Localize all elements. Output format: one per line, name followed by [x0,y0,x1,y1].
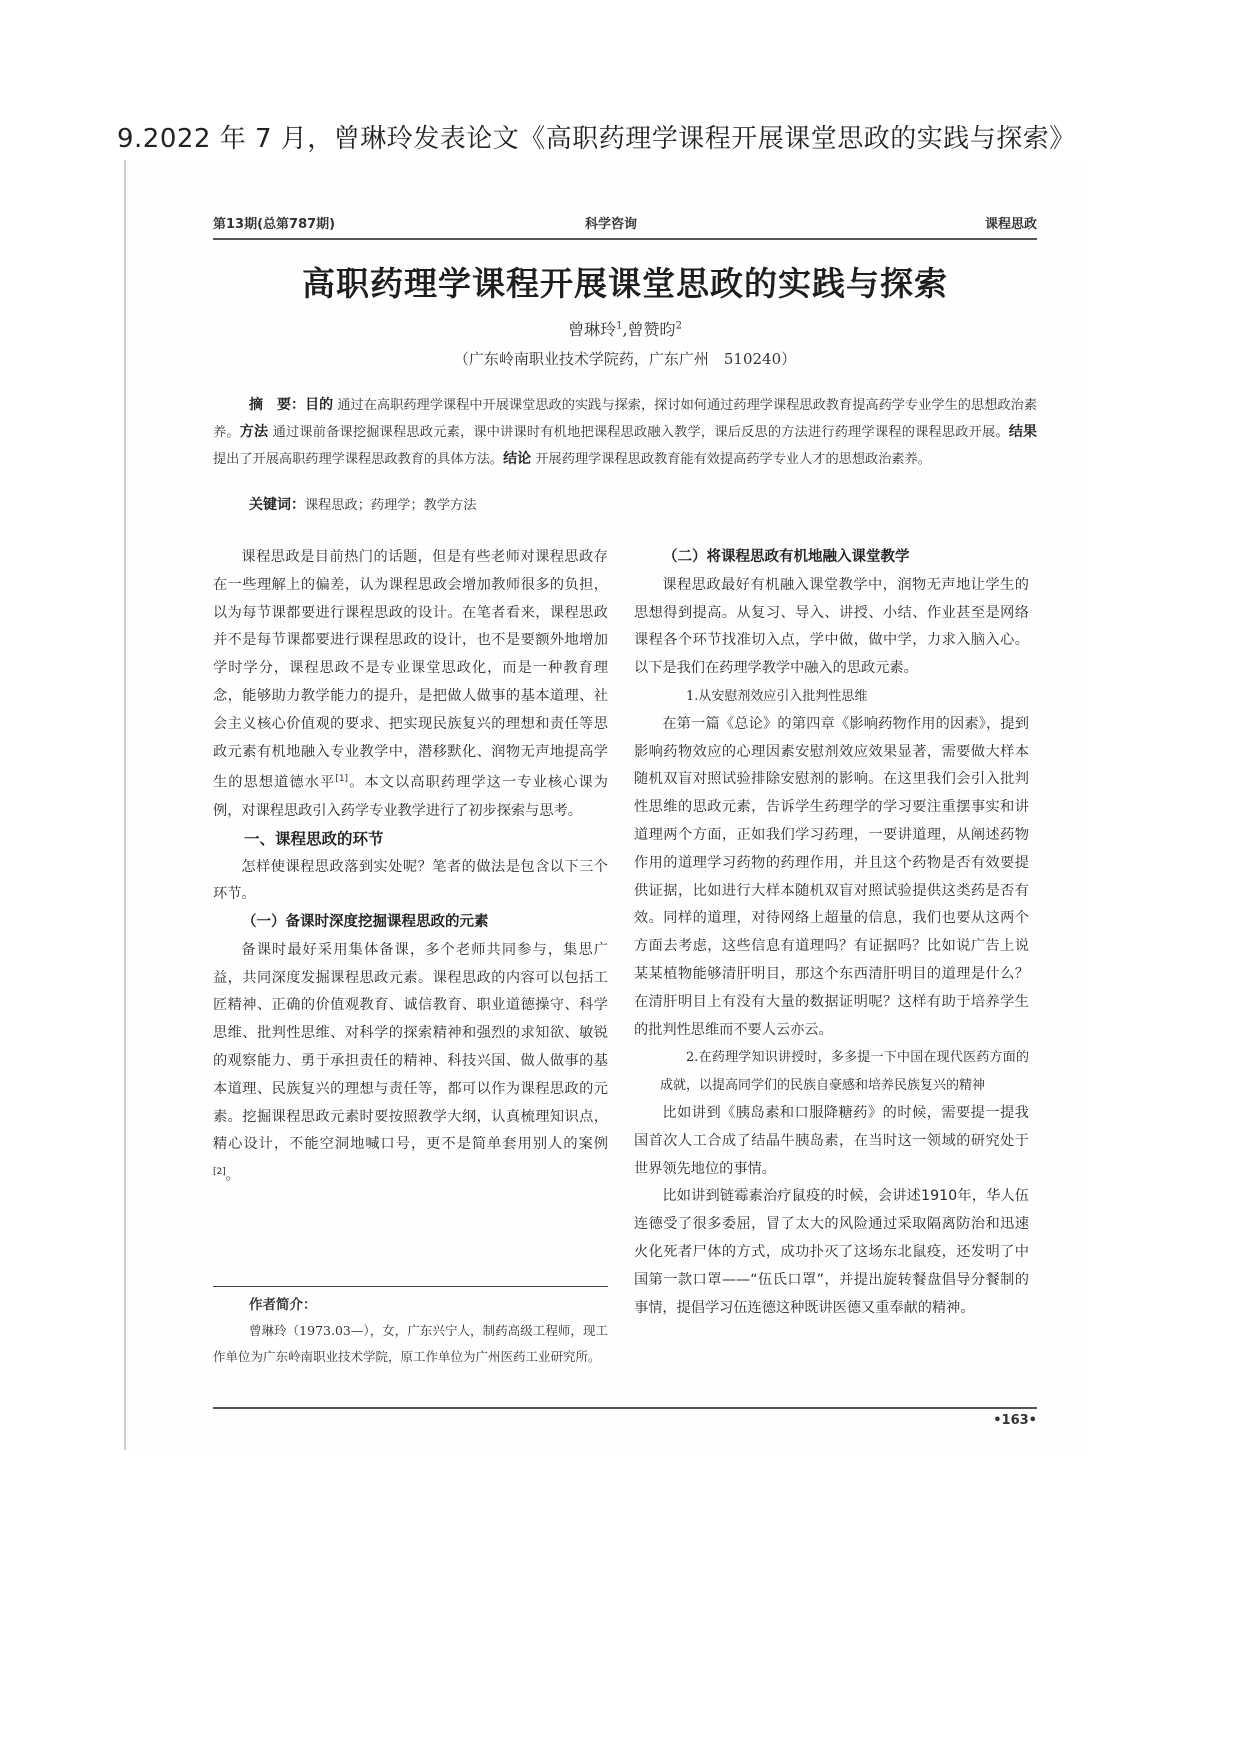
point-2-paragraph-a: 比如讲到《胰岛素和口服降糖药》的时候，需要提一提我国首次人工合成了结晶牛胰岛素，在当时这一领域的研究处于世界领先地位的事情。 [634,1104,1029,1177]
author-bio-divider [213,1286,608,1287]
section-heading-1: 一、课程思政的环节 [244,829,384,848]
keywords [249,494,476,514]
subsection-1-text-tail: 。 [225,1168,240,1184]
method-label: 方法 [239,424,269,440]
paper-title: 高职药理学课程开展课堂思政的实践与探索 [302,264,948,303]
footer-divider [213,1407,1037,1409]
right-column [634,544,1029,1322]
method-text: 通过课前备课挖掘课程思政元素，课中讲课时有机地把课程思政融入教学，课后反思的方法进行药理学课程的课程思政开展。 [272,425,1009,440]
intro-paragraph [213,544,608,826]
intro-text-tail: 。本文以高职药理学这一专业核心课为例，对课程思政引入药学专业教学进行了初步探索与思考。 [213,775,608,819]
section-name: 课程思政 [984,217,1037,232]
conclusion-text: 开展药理学课程思政教育能有效提高药学专业人才的思想政治素养。 [535,452,931,467]
result-text: 提出了开展高职药理学课程思政教育的具体方法。 [213,452,504,467]
result-label: 结果 [1008,424,1038,440]
author-bio-title: 作者简介： [249,1297,317,1313]
citation-1: [1] [335,774,349,785]
point-1-paragraph: 在第一篇《总论》的第四章《影响药物作用的因素》，提到影响药物效应的心理因素安慰剂效应效果显著，需要做大样本随机双盲对照试验排除安慰剂的影响。在这里我们会引入批判性思维的思政元素，告诉学生药理学的学习要注重摆事实和讲道理两个方面，正如我们学习药理，一要讲道理，从阐述药物作用的道理学习药物的药理作用，并且这个药物是否有效要提供证据，比如进行大样本随机双盲对照试验提供这类药是否有效。同样的道理，对待网络上超量的信息，我们也要从这两个方面去考虑，这些信息有道理吗？有证据吗？比如说广告上说某某植物能够清肝明目，那这个东西清肝明目的道理是什么？在清肝明目上有没有大量的数据证明呢？这样有助于培养学生的批判性思维而不要人云亦云。 [634,715,1029,1038]
journal-header [213,213,1037,235]
point-2-paragraph-b: 比如讲到链霉素治疗鼠疫的时候，会讲述1910年，华人伍连德受了很多委屈，冒了太大的风险通过采取隔离防治和迅速火化死者尸体的方式，成功扑灭了这场东北鼠疫，还发明了中国第一款口罩——“伍氏口罩”，并提出旋转餐盘倡导分餐制的事情，提倡学习伍连德这种既讲医德又重奉献的精神。 [634,1188,1029,1316]
subsection-2-paragraph: 课程思政最好有机融入课堂教学中，润物无声地让学生的思想得到提高。从复习、导入、讲授、小结、作业甚至是网络课程各个环节找准切入点，学中做，做中学，力求入脑入心。以下是我们在药理学教学中融入的思政元素。 [634,576,1029,677]
author-2: 曾赞昀 [627,320,676,339]
subsection-1-paragraph [213,937,608,1191]
point-heading-2: 2.在药理学知识讲授时，多多提一下中国在现代医药方面的成就，以提高同学们的民族自豪感和培养民族复兴的精神 [660,1050,1029,1094]
header-divider [213,238,1037,240]
abstract [213,392,1037,473]
left-column [213,544,608,1191]
page-number: •163• [993,1413,1037,1428]
author-2-affil-mark: 2 [675,320,682,332]
affiliation: （广东岭南职业技术学院药，广东广州 510240） [453,350,797,368]
author-bio [213,1292,608,1370]
author-1: 曾琳玲 [568,320,617,339]
author-bio-text: 曾琳玲（1973.03—），女，广东兴宁人，制药高级工程师，现工作单位为广东岭南职业技术学院，原工作单位为广州医药工业研究所。 [213,1323,608,1364]
scan-left-border [124,160,126,1450]
point-heading-1: 1.从安慰剂效应引入批判性思维 [686,688,868,704]
conclusion-label: 结论 [503,451,532,467]
keywords-label: 关键词： [249,497,305,513]
citation-2: [2] [213,1167,226,1178]
subsection-heading-2: （二）将课程思政有机地融入课堂教学 [663,549,910,565]
abstract-label: 摘 要： [249,397,306,413]
author-separator: , [622,320,628,339]
author-1-affil-mark: 1 [616,320,623,332]
subsection-1-text: 备课时最好采用集体备课，多个老师共同参与，集思广益，共同深度发掘课程思政元素。课程思政的内容可以包括工匠精神、正确的价值观教育、诚信教育、职业道德操守、科学思维、批判性思维、对科学的探索精神和强烈的求知欲、敏锐的观察能力、勇于承担责任的精神、科技兴国、做人做事的基本道理、民族复兴的理想与责任等，都可以作为课程思政的元素。挖掘课程思政元素时要按照教学大纲，认真梳理知识点，精心设计，不能空洞地喊口号，更不是简单套用别人的案例 [213,941,608,1153]
section-1-paragraph: 怎样使课程思政落到实处呢？笔者的做法是包含以下三个环节。 [213,858,608,903]
keywords-text: 课程思政；药理学；教学方法 [305,498,477,513]
issue-number: 第13期(总第787期) [213,217,336,232]
purpose-label: 目的 [305,397,334,413]
subsection-heading-1: （一）备课时深度挖掘课程思政的元素 [242,914,489,931]
purpose-text: 通过在高职药理学课程中开展课堂思政的实践与探索，探讨如何通过药理学课程思政教育提高药学专业学生的思想政治素养。 [213,398,1038,440]
intro-text: 课程思政是目前热门的话题，但是有些老师对课程思政存在一些理解上的偏差，认为课程思政会增加教师很多的负担，以为每节课都要进行课程思政的设计。在笔者看来，课程思政并不是每节课都要进行课程思政的设计，也不是要额外地增加学时学分，课程思政不是专业课堂思政化，而是一种教育理念，能够助力教学能力的提升，是把做人做事的基本道理、社会主义核心价值观的要求、把实现民族复兴的理想和责任等思政元素有机地融入专业教学中，潜移默化、润物无声地提高学生的思想道德水平 [213,549,608,792]
authors-line [213,317,1037,340]
journal-name: 科学咨询 [585,217,638,232]
document-caption: 9.2022 年 7 月，曾琳玲发表论文《高职药理学课程开展课堂思政的实践与探索》 [117,124,1076,154]
